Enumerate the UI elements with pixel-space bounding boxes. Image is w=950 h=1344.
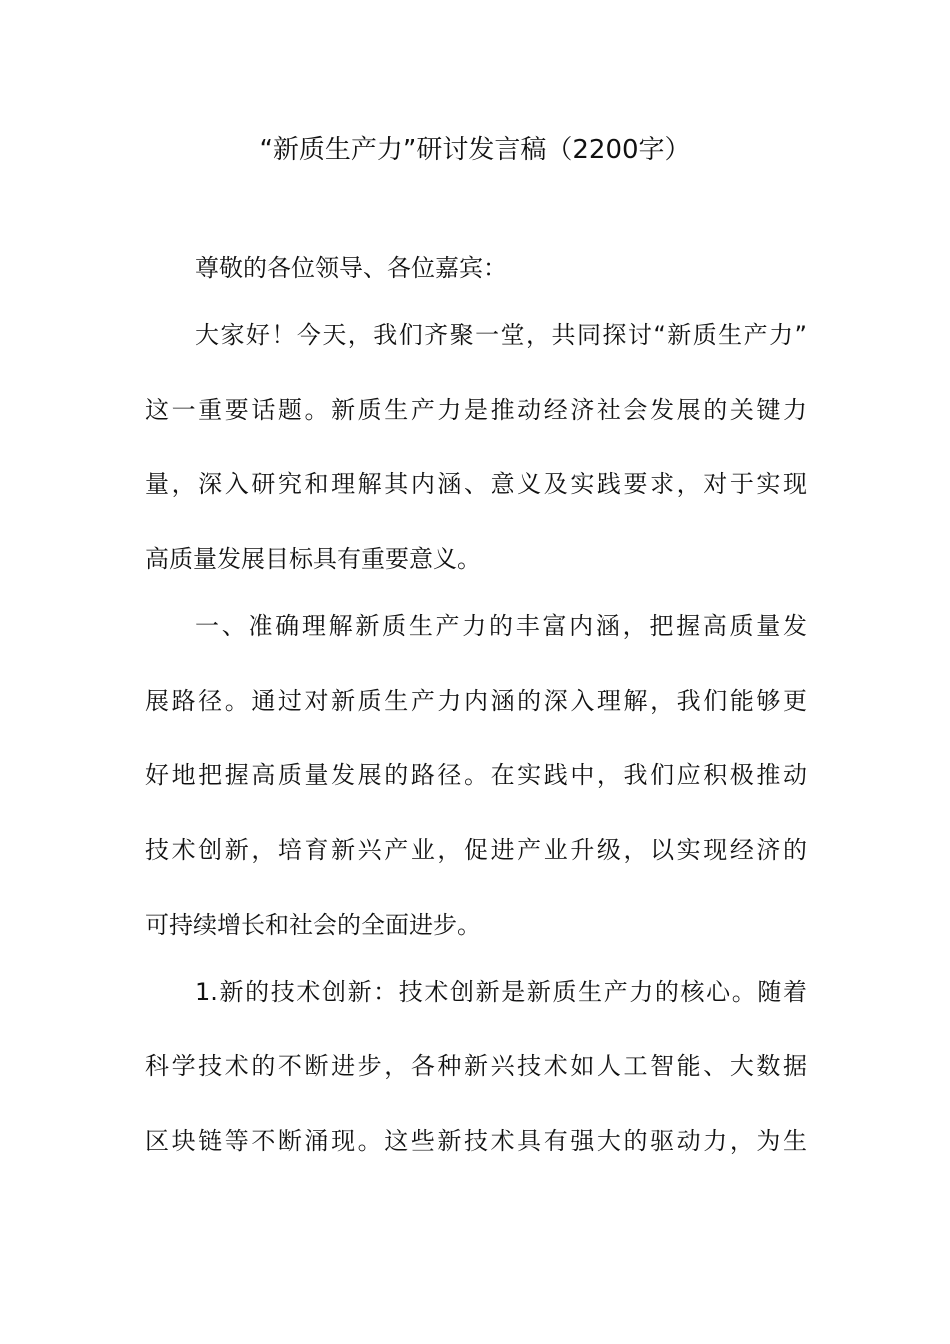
paragraph-line: 量，深入研究和理解其内涵、意义及实践要求，对于实现 <box>145 470 807 498</box>
paragraph-line: 这一重要话题。新质生产力是推动经济社会发展的关键力 <box>145 396 807 424</box>
paragraph-line: 好地把握高质量发展的路径。在实践中，我们应积极推动 <box>145 761 807 789</box>
section-heading-line: 一、准确理解新质生产力的丰富内涵，把握高质量发 <box>195 612 807 640</box>
list-item-line: 1.新的技术创新：技术创新是新质生产力的核心。随着 <box>195 978 807 1006</box>
paragraph-line: 大家好！今天，我们齐聚一堂，共同探讨“新质生产力” <box>195 321 807 349</box>
paragraph-line: 可持续增长和社会的全面进步。 <box>145 911 481 939</box>
paragraph-line: 区块链等不断涌现。这些新技术具有强大的驱动力，为生 <box>145 1127 807 1155</box>
document-title: “新质生产力”研讨发言稿（2200字） <box>259 135 691 165</box>
paragraph-line: 技术创新，培育新兴产业，促进产业升级，以实现经济的 <box>145 836 807 864</box>
paragraph-line: 高质量发展目标具有重要意义。 <box>145 545 481 573</box>
salutation-line: 尊敬的各位领导、各位嘉宾： <box>195 254 507 282</box>
paragraph-line: 科学技术的不断进步，各种新兴技术如人工智能、大数据 <box>145 1052 807 1080</box>
paragraph-line: 展路径。通过对新质生产力内涵的深入理解，我们能够更 <box>145 687 807 715</box>
